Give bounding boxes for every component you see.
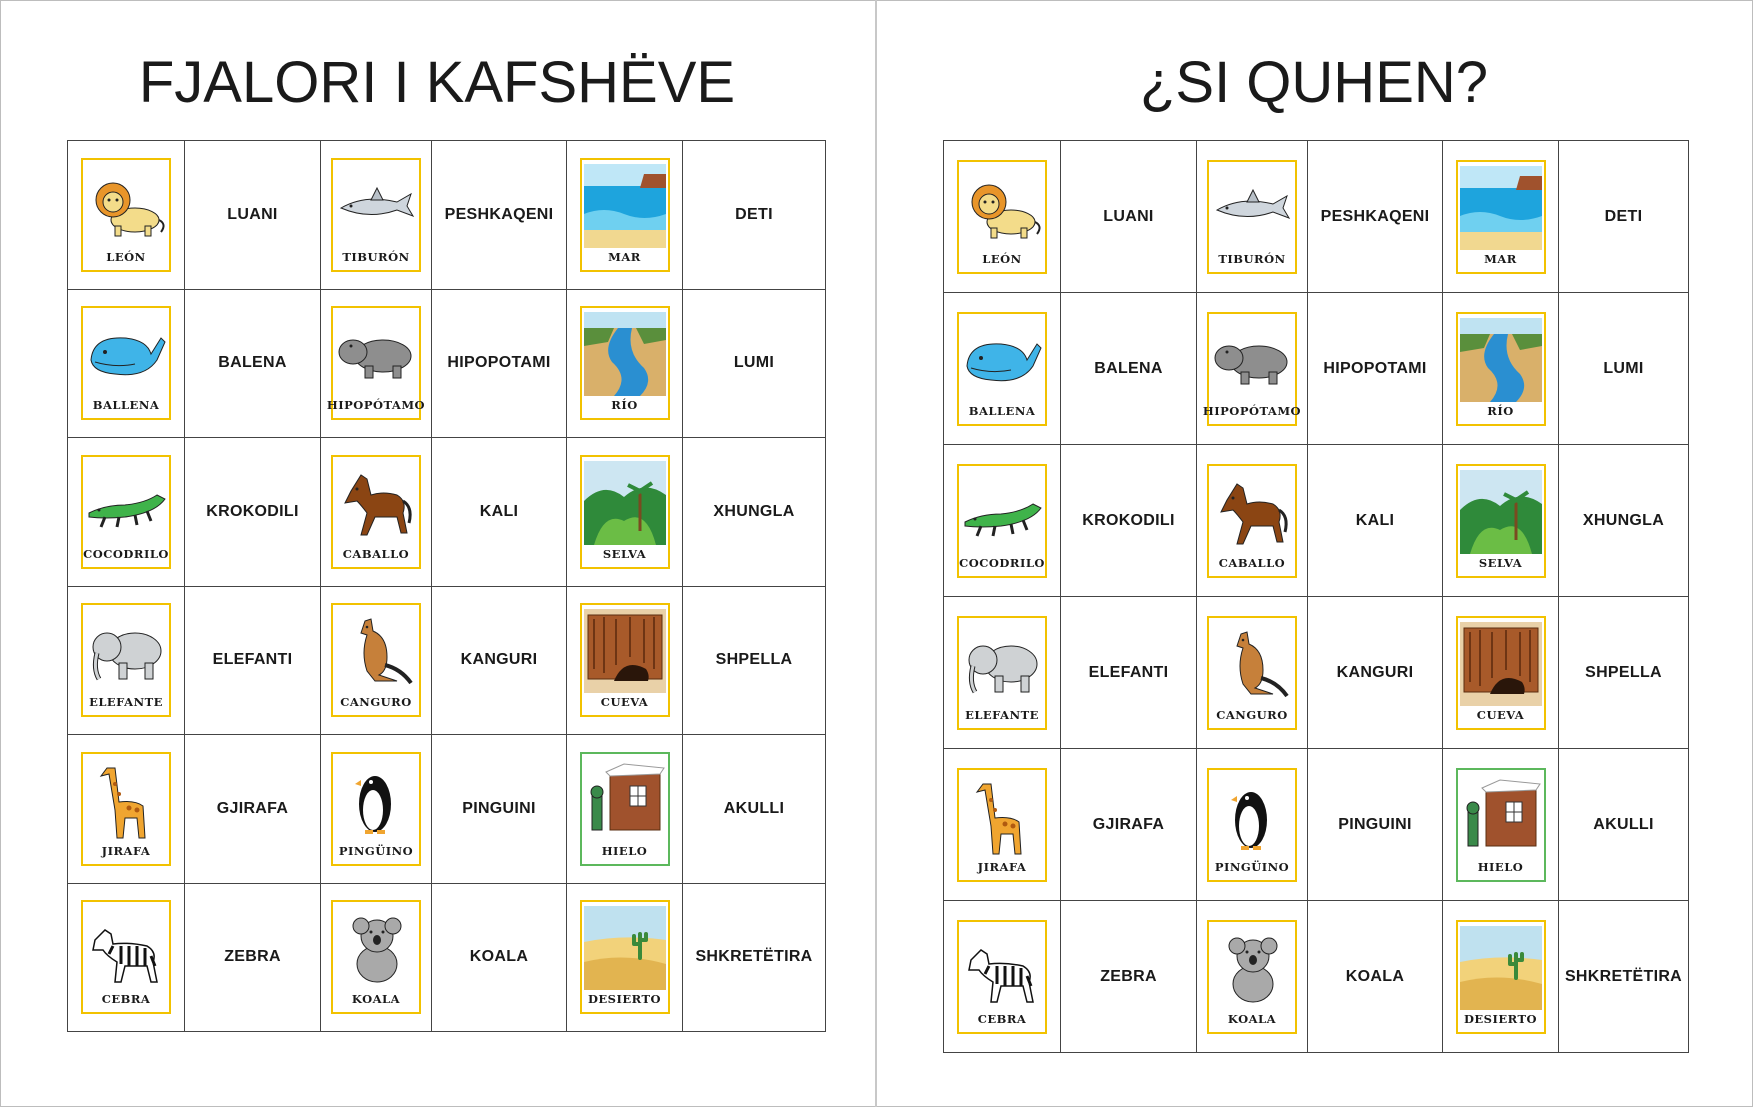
word-cell: [1559, 445, 1689, 597]
picture-cell: [1443, 597, 1559, 749]
table-row: [944, 749, 1689, 901]
albanian-word: GJIRAFA: [1092, 815, 1165, 833]
word-cell: [683, 735, 826, 884]
picture-cell: [944, 749, 1061, 901]
pictogram-card: [1207, 616, 1297, 730]
spanish-label: TIBURÓN: [342, 249, 410, 264]
lion-icon: [85, 164, 167, 248]
table-row: [944, 141, 1689, 293]
picture-cell: [68, 141, 185, 290]
zebra-icon: [85, 906, 167, 990]
picture-cell: [321, 735, 432, 884]
table-row: [68, 438, 826, 587]
lion-icon: [961, 166, 1043, 250]
word-cell: [432, 883, 567, 1032]
whale-icon: [85, 312, 167, 396]
pictogram-card: [957, 768, 1047, 882]
pictogram-card: [1456, 920, 1546, 1034]
picture-cell: [1197, 749, 1308, 901]
ice-icon: [584, 758, 666, 842]
pictogram-card: [1207, 920, 1297, 1034]
penguin-icon: [335, 758, 417, 842]
word-cell: [1308, 597, 1443, 749]
albanian-word: KALI: [479, 502, 519, 520]
pictogram-card: [580, 900, 670, 1014]
spanish-label: ELEFANTE: [965, 707, 1039, 722]
spanish-label: CEBRA: [101, 992, 151, 1007]
picture-cell: [567, 438, 683, 587]
desert-icon: [1460, 926, 1542, 1010]
picture-cell: [944, 901, 1061, 1053]
spanish-label: KOALA: [1227, 1011, 1277, 1026]
sea-icon: [584, 164, 666, 248]
koala-icon: [1211, 926, 1293, 1010]
albanian-word: DETI: [1604, 207, 1643, 225]
pictogram-card: [1207, 768, 1297, 882]
word-cell: [1308, 901, 1443, 1053]
page-divider: [875, 0, 877, 1107]
albanian-word: LUMI: [1603, 359, 1644, 377]
spanish-label: KOALA: [351, 992, 401, 1007]
picture-cell: [567, 141, 683, 290]
picture-cell: [1197, 293, 1308, 445]
whale-icon: [961, 318, 1043, 402]
spanish-label: PINGÜINO: [1214, 859, 1290, 874]
pictogram-card: [81, 752, 171, 866]
spanish-label: HIPOPÓTAMO: [1202, 403, 1302, 418]
word-cell: [1061, 597, 1197, 749]
pictogram-card: [1456, 616, 1546, 730]
spanish-label: JIRAFA: [101, 843, 151, 858]
picture-cell: [321, 289, 432, 438]
elephant-icon: [961, 622, 1043, 706]
word-cell: [1559, 597, 1689, 749]
sea-icon: [1460, 166, 1542, 250]
picture-cell: [68, 438, 185, 587]
albanian-word: BALENA: [218, 354, 287, 372]
right-page-title: ¿SI QUHEN?: [1139, 50, 1489, 115]
word-cell: [683, 141, 826, 290]
picture-cell: [321, 883, 432, 1032]
word-cell: [1308, 749, 1443, 901]
picture-cell: [321, 438, 432, 587]
word-cell: [185, 289, 321, 438]
picture-cell: [1197, 445, 1308, 597]
penguin-icon: [1211, 774, 1293, 858]
albanian-word: HIPOPOTAMI: [447, 354, 551, 372]
albanian-word: PINGUINI: [462, 799, 536, 817]
spanish-label: MAR: [1484, 251, 1517, 266]
jungle-icon: [1460, 470, 1542, 554]
river-icon: [584, 312, 666, 396]
pictogram-card: [957, 160, 1047, 274]
pictogram-card: [81, 455, 171, 569]
word-cell: [1559, 749, 1689, 901]
picture-cell: [1443, 141, 1559, 293]
spanish-label: LEÓN: [106, 249, 146, 264]
pictogram-card: [1207, 160, 1297, 274]
albanian-word: ELEFANTI: [1088, 663, 1169, 681]
picture-cell: [567, 883, 683, 1032]
giraffe-icon: [961, 774, 1043, 858]
word-cell: [1061, 749, 1197, 901]
albanian-word: PINGUINI: [1338, 815, 1412, 833]
picture-cell: [321, 141, 432, 290]
word-cell: [1559, 293, 1689, 445]
word-cell: [185, 586, 321, 735]
picture-cell: [1443, 749, 1559, 901]
word-cell: [185, 883, 321, 1032]
picture-cell: [68, 735, 185, 884]
word-cell: [1061, 901, 1197, 1053]
picture-cell: [944, 597, 1061, 749]
picture-cell: [944, 445, 1061, 597]
pictogram-card: [957, 616, 1047, 730]
pictogram-card: [957, 312, 1047, 426]
picture-cell: [68, 883, 185, 1032]
word-cell: [1559, 141, 1689, 293]
spanish-label: CANGURO: [1216, 707, 1288, 722]
pictogram-card: [957, 920, 1047, 1034]
albanian-word: KANGURI: [460, 651, 538, 669]
pictogram-card: [1456, 312, 1546, 426]
albanian-word: PESHKAQENI: [444, 205, 554, 223]
spanish-label: ELEFANTE: [89, 695, 163, 710]
albanian-word: DETI: [735, 205, 773, 223]
kangaroo-icon: [1211, 622, 1293, 706]
table-row: [68, 883, 826, 1032]
spanish-label: MAR: [608, 249, 641, 264]
spanish-label: RÍO: [1487, 403, 1514, 418]
pictogram-card: [331, 752, 421, 866]
pictogram-card: [580, 752, 670, 866]
word-cell: [1061, 293, 1197, 445]
spanish-label: TIBURÓN: [1218, 251, 1286, 266]
albanian-word: KOALA: [1345, 967, 1405, 985]
picture-cell: [1197, 141, 1308, 293]
albanian-word: KALI: [1355, 511, 1395, 529]
albanian-word: LUANI: [227, 205, 278, 223]
albanian-word: SHKRETËTIRA: [695, 948, 813, 966]
cave-icon: [584, 609, 666, 693]
albanian-word: XHUNGLA: [1582, 511, 1665, 529]
word-cell: [1559, 901, 1689, 1053]
picture-cell: [567, 586, 683, 735]
spanish-label: DESIERTO: [587, 992, 662, 1007]
river-icon: [1460, 318, 1542, 402]
word-cell: [185, 141, 321, 290]
spanish-label: LEÓN: [982, 251, 1022, 266]
pictogram-card: [81, 158, 171, 272]
albanian-word: ZEBRA: [1100, 967, 1157, 985]
word-cell: [432, 586, 567, 735]
albanian-word: ELEFANTI: [212, 651, 293, 669]
albanian-word: SHKRETËTIRA: [1564, 967, 1683, 985]
table-row: [944, 445, 1689, 597]
picture-cell: [321, 586, 432, 735]
pictogram-card: [957, 464, 1047, 578]
spanish-label: SELVA: [1478, 555, 1523, 570]
spanish-label: HIELO: [1477, 859, 1524, 874]
table-row: [68, 586, 826, 735]
pictogram-card: [1202, 312, 1302, 426]
picture-cell: [1443, 445, 1559, 597]
pictogram-card: [331, 158, 421, 272]
spanish-label: DESIERTO: [1463, 1011, 1538, 1026]
albanian-word: XHUNGLA: [713, 502, 795, 520]
word-cell: [1308, 141, 1443, 293]
albanian-word: AKULLI: [723, 799, 785, 817]
word-cell: [432, 438, 567, 587]
spanish-label: JIRAFA: [977, 859, 1027, 874]
pictogram-card: [580, 603, 670, 717]
pictogram-card: [331, 603, 421, 717]
albanian-word: LUMI: [733, 354, 775, 372]
albanian-word: HIPOPOTAMI: [1323, 359, 1427, 377]
crocodile-icon: [961, 470, 1043, 554]
albanian-word: SHPELLA: [1585, 663, 1662, 681]
pictogram-card: [81, 603, 171, 717]
horse-icon: [335, 461, 417, 545]
spanish-label: CABALLO: [342, 546, 410, 561]
koala-icon: [335, 906, 417, 990]
albanian-word: ZEBRA: [224, 948, 281, 966]
albanian-word: KOALA: [469, 948, 529, 966]
spanish-label: HIELO: [601, 843, 648, 858]
spanish-label: BALLENA: [968, 403, 1036, 418]
picture-cell: [567, 735, 683, 884]
spanish-label: HIPOPÓTAMO: [326, 398, 426, 413]
albanian-word: BALENA: [1094, 359, 1163, 377]
word-cell: [432, 141, 567, 290]
word-cell: [683, 289, 826, 438]
pictogram-card: [326, 306, 426, 420]
table-row: [68, 289, 826, 438]
word-cell: [432, 735, 567, 884]
picture-cell: [1197, 901, 1308, 1053]
word-cell: [1308, 445, 1443, 597]
albanian-word: KROKODILI: [1082, 511, 1175, 529]
spanish-label: RÍO: [611, 398, 638, 413]
pictogram-card: [1456, 160, 1546, 274]
picture-cell: [567, 289, 683, 438]
albanian-word: KROKODILI: [206, 502, 299, 520]
word-cell: [683, 883, 826, 1032]
albanian-word: AKULLI: [1593, 815, 1654, 833]
kangaroo-icon: [335, 609, 417, 693]
table-row: [944, 293, 1689, 445]
picture-cell: [68, 289, 185, 438]
pictogram-card: [331, 455, 421, 569]
word-cell: [185, 438, 321, 587]
pictogram-card: [331, 900, 421, 1014]
picture-cell: [1443, 293, 1559, 445]
picture-cell: [68, 586, 185, 735]
word-cell: [185, 735, 321, 884]
table-row: [944, 597, 1689, 749]
pictogram-card: [580, 306, 670, 420]
desert-icon: [584, 906, 666, 990]
zebra-icon: [961, 926, 1043, 1010]
pictogram-card: [81, 900, 171, 1014]
cave-icon: [1460, 622, 1542, 706]
picture-cell: [944, 141, 1061, 293]
spanish-label: COCODRILO: [83, 546, 169, 561]
spanish-label: CUEVA: [600, 695, 649, 710]
spanish-label: CUEVA: [1476, 707, 1525, 722]
shark-icon: [1211, 166, 1293, 250]
shark-icon: [335, 164, 417, 248]
hippo-icon: [335, 312, 417, 396]
picture-cell: [1443, 901, 1559, 1053]
pictogram-card: [580, 455, 670, 569]
albanian-word: PESHKAQENI: [1320, 207, 1430, 225]
word-cell: [683, 438, 826, 587]
spanish-label: CEBRA: [977, 1011, 1027, 1026]
albanian-word: KANGURI: [1336, 663, 1414, 681]
pictogram-card: [1207, 464, 1297, 578]
picture-cell: [944, 293, 1061, 445]
horse-icon: [1211, 470, 1293, 554]
crocodile-icon: [85, 461, 167, 545]
word-cell: [683, 586, 826, 735]
pictogram-card: [1456, 768, 1546, 882]
albanian-word: LUANI: [1103, 207, 1154, 225]
word-cell: [1061, 141, 1197, 293]
spanish-label: PINGÜINO: [338, 843, 414, 858]
table-row: [68, 141, 826, 290]
table-row: [944, 901, 1689, 1053]
word-cell: [1061, 445, 1197, 597]
spanish-label: CABALLO: [1218, 555, 1286, 570]
right-vocabulary-table: [943, 140, 1689, 1053]
albanian-word: SHPELLA: [715, 651, 793, 669]
left-vocabulary-table: [67, 140, 826, 1032]
spanish-label: BALLENA: [92, 398, 160, 413]
table-row: [68, 735, 826, 884]
albanian-word: GJIRAFA: [216, 799, 289, 817]
giraffe-icon: [85, 758, 167, 842]
pictogram-card: [81, 306, 171, 420]
pictogram-card: [580, 158, 670, 272]
hippo-icon: [1211, 318, 1293, 402]
word-cell: [1308, 293, 1443, 445]
word-cell: [432, 289, 567, 438]
elephant-icon: [85, 609, 167, 693]
left-page-title: FJALORI I KAFSHËVE: [138, 50, 736, 115]
ice-icon: [1460, 774, 1542, 858]
pictogram-card: [1456, 464, 1546, 578]
spanish-label: CANGURO: [340, 695, 412, 710]
jungle-icon: [584, 461, 666, 545]
spanish-label: SELVA: [602, 546, 647, 561]
spanish-label: COCODRILO: [959, 555, 1045, 570]
picture-cell: [1197, 597, 1308, 749]
